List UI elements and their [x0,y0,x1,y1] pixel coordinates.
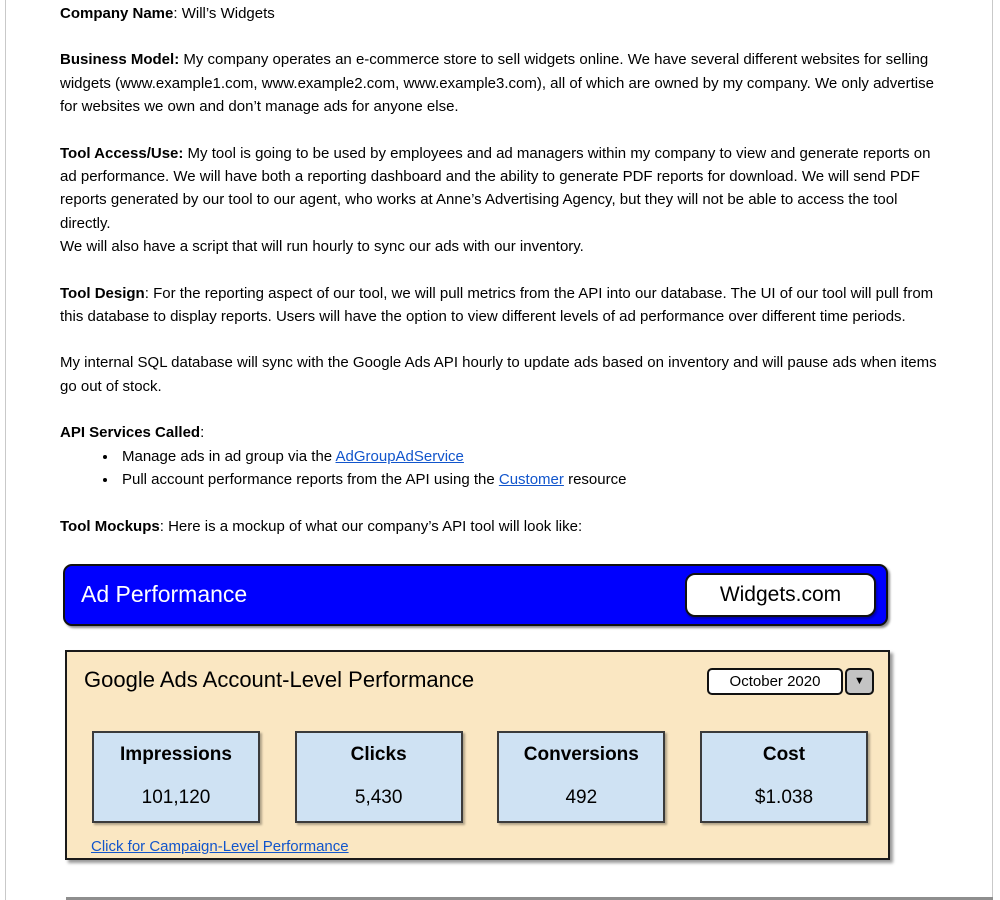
metric-cards-row [84,731,874,823]
date-range-dropdown[interactable] [707,668,874,695]
business-model-label: Business Model: [60,51,180,69]
metric-value: $1.038 [754,786,814,808]
date-dropdown-button[interactable] [845,668,874,695]
tool-access-paragraph [60,142,940,259]
list-item [118,445,940,468]
tool-mockups-label: Tool Mockups [60,517,160,535]
tool-access-label: Tool Access/Use: [60,144,184,162]
tool-design-label: Tool Design [60,284,145,302]
metric-card-cost [700,731,868,823]
metric-label: Clicks [350,743,407,765]
metric-card-impressions [92,731,260,823]
tool-design-text: : For the reporting aspect of our tool, we will pull metrics from the API into our database. The UI of our tool will pull from this database to display reports. Users will have the option to view different levels of ad performance over different time periods. [60,284,934,326]
sql-note-paragraph: My internal SQL database will sync with the Google Ads API hourly to update ads based on inventory and will pause ads when items go out of stock. [60,354,937,395]
widgets-site-button-label: Widgets.com [719,583,842,607]
tool-mockups-paragraph [60,515,940,538]
page-edge-left [5,0,6,900]
panel-title: Google Ads Account-Level Performance [84,666,475,692]
mockup-header-bar [63,564,888,626]
metric-label: Cost [762,743,806,765]
api-services-heading [60,421,940,444]
customer-link[interactable]: Customer [498,471,564,489]
tool-access-text: My tool is going to be used by employees and ad managers within my company to view and generate reports on ad performance. We will have both a reporting dashboard and the ability to generate PDF reports for download. We will send PDF reports generated by our tool to our agent, who works at Anne’s Advertising Agency, but they will not be able to access the tool directly. [60,144,931,232]
api-services-label: API Services Called [60,424,201,442]
adgroupadservice-link[interactable]: AdGroupAdService [335,447,464,465]
page-edge-right [992,0,993,900]
company-name-value: : Will’s Widgets [173,5,275,22]
metric-value: 492 [565,786,598,808]
account-performance-panel [65,650,890,860]
metric-card-clicks [295,731,463,823]
tool-mockups-text: : Here is a mockup of what our company’s API tool will look like: [159,517,583,535]
chevron-down-icon: ▼ [854,674,865,687]
metric-value: 5,430 [354,786,403,808]
company-name-paragraph [60,2,940,25]
document-body [60,2,940,860]
business-model-paragraph [60,48,940,118]
metric-value: 101,120 [141,786,211,808]
date-dropdown-value[interactable]: October 2020 [707,668,843,695]
bullet-text: resource [563,471,627,489]
company-name-label: Company Name [60,5,174,22]
api-services-list [60,445,940,492]
metric-label: Conversions [523,743,639,765]
bullet-text: Pull account performance reports from the API using the [122,471,499,489]
metric-label: Impressions [120,743,232,765]
list-item [118,468,940,491]
campaign-level-performance-link[interactable]: Click for Campaign-Level Performance [91,837,349,855]
business-model-text: My company operates an e-commerce store to sell widgets online. We have several different websites for selling widgets (www.example1.com, www.example2.com, www.example3.com), all of which are owned by my company. We only advertise for websites we own and don’t manage ads for anyone else. [60,51,934,116]
widgets-site-button[interactable] [685,573,876,617]
mockup-title: Ad Performance [81,581,248,608]
api-services-colon: : [200,424,205,442]
tool-access-text-line2: We will also have a script that will run hourly to sync our ads with our inventory. [60,238,584,256]
bullet-text: Manage ads in ad group via the [122,447,336,465]
panel-header [84,666,874,695]
tool-design-paragraph [60,282,940,329]
metric-card-conversions [497,731,665,823]
